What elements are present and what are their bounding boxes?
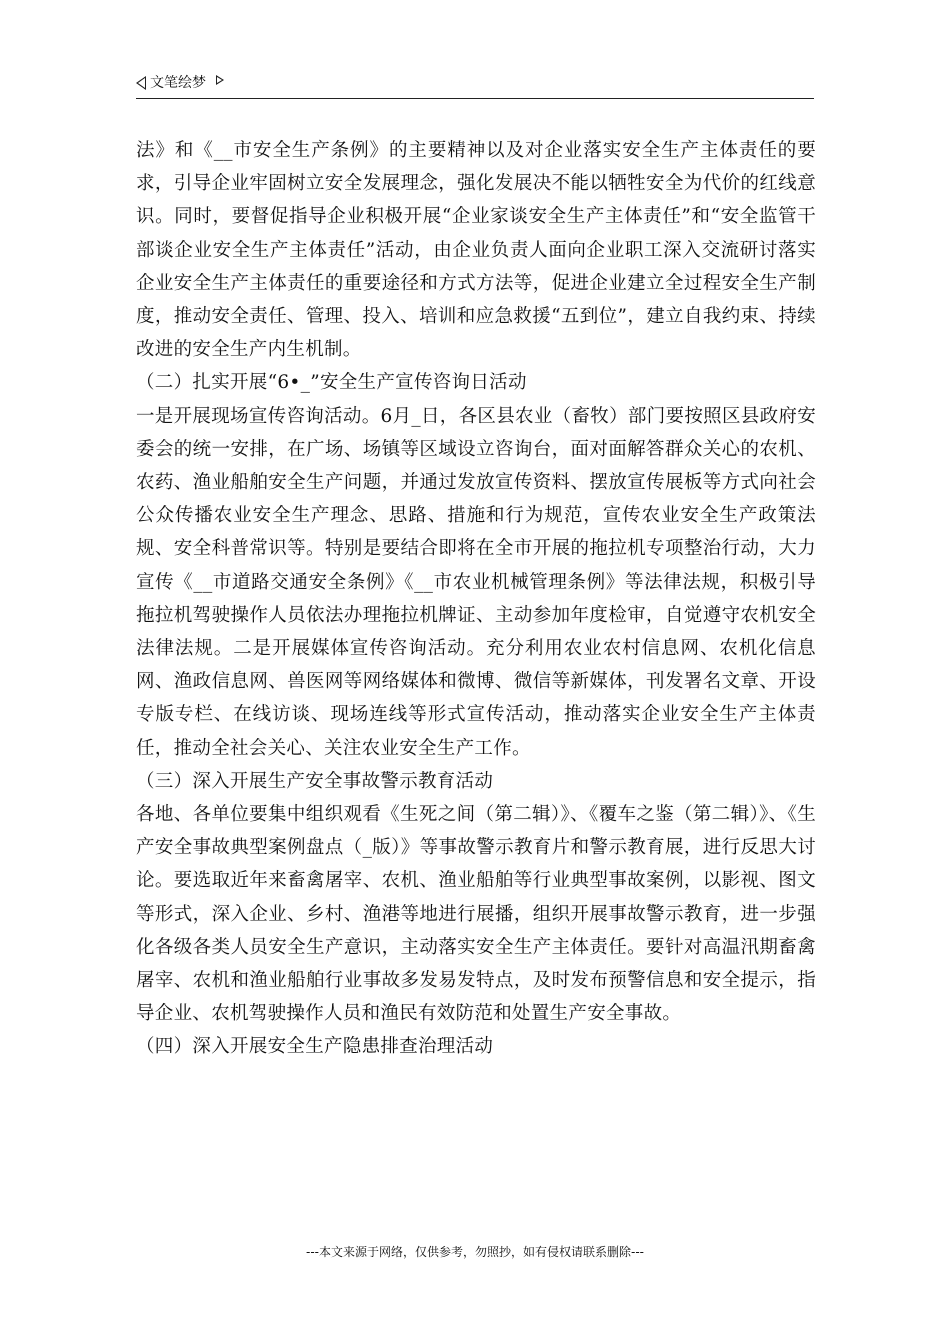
header-brand-group [136,74,224,92]
paragraph-section-2: 一是开展现场宣传咨询活动。6月_日，各区县农业（畜牧）部门要按照区县政府安委会的统一安排，在广场、场镇等区域设立咨询台，面对面解答群众关心的农机、农药、渔业船舶安全生产问题，并通过发放宣传资料、摆放宣传展板等方式向社会公众传播农业安全生产理念、思路、措施和行为规范，宣传农业安全生产政策法规、安全科普常识等。特别是要结合即将在全市开展的拖拉机专项整治行动，大力宣传《__市道路交通安全条例》《__市农业机械管理条例》等法律法规，积极引导拖拉机驾驶操作人员依法办理拖拉机牌证、主动参加年度检审，自觉遵守农机安全法律法规。二是开展媒体宣传咨询活动。充分利用农业农村信息网、农机化信息网、渔政信息网、兽医网等网络媒体和微博、微信等新媒体，刊发署名文章、开设专版专栏、在线访谈、现场连线等形式宣传活动，推动落实企业安全生产主体责任，推动全社会关心、关注农业安全生产工作。 [136,405,816,759]
paragraph-section-3: 各地、各单位要集中组织观看《生死之间（第二辑）》、《覆车之鉴（第二辑）》、《生产安全事故典型案例盘点（_版）》等事故警示教育片和警示教育展，进行反思大讨论。要选取近年来畜禽屠宰、农机、渔业船舶等行业典型事故案例，以影视、图文等形式，深入企业、乡村、渔港等地进行展播，组织开展事故警示教育，进一步强化各级各类人员安全生产意识，主动落实安全生产主体责任。要针对高温汛期畜禽屠宰、农机和渔业船舶行业事故多发易发特点，及时发布预警信息和安全提示，指导企业、农机驾驶操作人员和渔民有效防范和处置生产安全事故。 [136,804,816,1025]
right-triangle-icon [216,75,224,85]
footer-notice: ---本文来源于网络，仅供参考，勿照抄，如有侵权请联系删除--- [306,1245,644,1259]
section-heading-3: （三）深入开展生产安全事故警示教育活动 [136,770,494,792]
document-body [136,134,816,1064]
page-header [136,74,814,99]
paragraph-intro-continuation: 法》和《__市安全生产条例》的主要精神以及对企业落实安全生产主体责任的要求，引导企业牢固树立安全发展理念，强化发展决不能以牺牲安全为代价的红线意识。同时，要督促指导企业积极开展“企业家谈安全生产主体责任”和“安全监管干部谈企业安全生产主体责任”活动，由企业负责人面向企业职工深入交流研讨落实企业安全生产主体责任的重要途径和方式方法等，促进企业建立全过程安全生产制度，推动安全责任、管理、投入、培训和应急救援“五到位”，建立自我约束、持续改进的安全生产内生机制。 [136,140,816,361]
header-brand: 文笔绘梦 [150,75,206,91]
section-heading-4: （四）深入开展安全生产隐患排查治理活动 [136,1036,494,1058]
left-triangle-icon [136,76,146,90]
section-heading-2: （二）扎实开展“6•_”安全生产宣传咨询日活动 [136,372,527,394]
